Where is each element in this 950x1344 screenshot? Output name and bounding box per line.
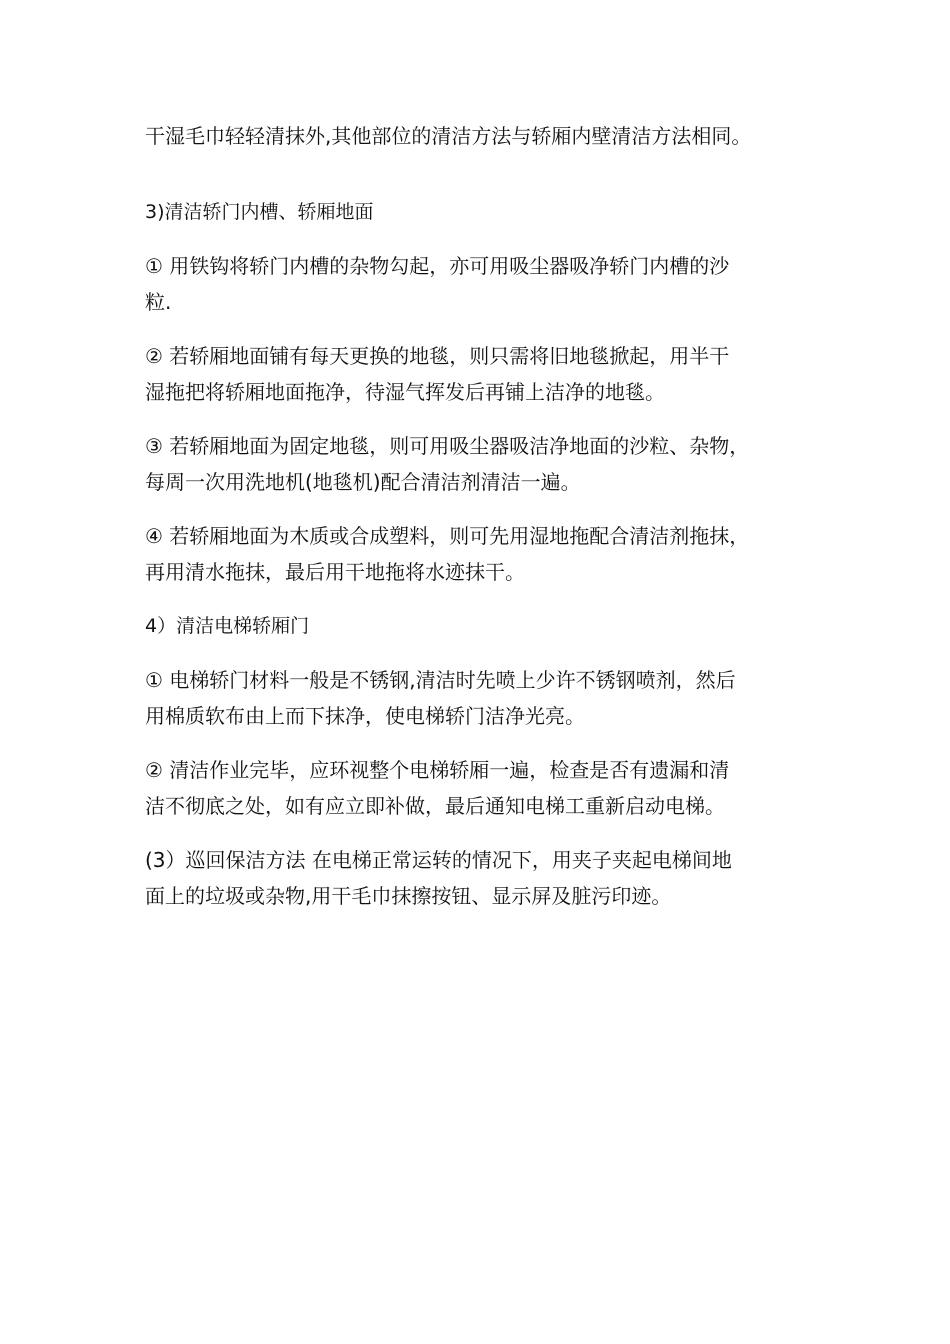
section-4-item-1: [145, 662, 815, 734]
section-3-item-1: [145, 248, 815, 320]
paragraph-line: 每周一次用洗地机(地毯机)配合清洁剂清洁一遍。: [145, 470, 581, 494]
section-4-item-2: [145, 752, 815, 824]
section-3-item-4: [145, 518, 815, 590]
heading-text: 4）清洁电梯轿厢门: [145, 615, 310, 637]
document-body: [145, 118, 815, 932]
paragraph-line: 再用清水拖抹，最后用干地拖将水迹抹干。: [145, 560, 525, 584]
paragraph-line: 湿拖把将轿厢地面拖净，待湿气挥发后再铺上洁净的地毯。: [145, 380, 665, 404]
paragraph-line: ④ 若轿厢地面为木质或合成塑料，则可先用湿地拖配合清洁剂拖抹，: [145, 524, 750, 548]
paragraph-line: ② 清洁作业完毕，应环视整个电梯轿厢一遍，检查是否有遗漏和清: [145, 758, 730, 782]
paragraph-line: ① 电梯轿门材料一般是不锈钢,清洁时先喷上少许不锈钢喷剂，然后: [145, 668, 736, 692]
section-3-heading: [145, 194, 815, 230]
paragraph-line: 用棉质软布由上而下抹净，使电梯轿门洁净光亮。: [145, 704, 585, 728]
paragraph-line: ① 用铁钩将轿门内槽的杂物勾起，亦可用吸尘器吸净轿门内槽的沙: [145, 254, 730, 278]
heading-text: 3)清洁轿门内槽、轿厢地面: [145, 201, 374, 223]
section-4-heading: [145, 608, 815, 644]
paragraph-line: 粒.: [145, 290, 172, 314]
paragraph-line: ② 若轿厢地面铺有每天更换的地毯，则只需将旧地毯掀起，用半干: [145, 344, 730, 368]
paragraph-line: ③ 若轿厢地面为固定地毯，则可用吸尘器吸洁净地面的沙粒、杂物，: [145, 434, 750, 458]
continued-paragraph: [145, 118, 815, 154]
paragraph-line: 干湿毛巾轻轻清抹外,其他部位的清洁方法与轿厢内壁清洁方法相同。: [145, 124, 752, 148]
section-3-item-3: [145, 428, 815, 500]
section-3-item-2: [145, 338, 815, 410]
paragraph-line: (3）巡回保洁方法 在电梯正常运转的情况下，用夹子夹起电梯间地: [145, 848, 732, 872]
paragraph-line: 面上的垃圾或杂物,用干毛巾抹擦按钮、显示屏及脏污印迹。: [145, 884, 672, 908]
paragraph-line: 洁不彻底之处，如有应立即补做，最后通知电梯工重新启动电梯。: [145, 794, 725, 818]
patrol-cleaning-paragraph: [145, 842, 815, 914]
